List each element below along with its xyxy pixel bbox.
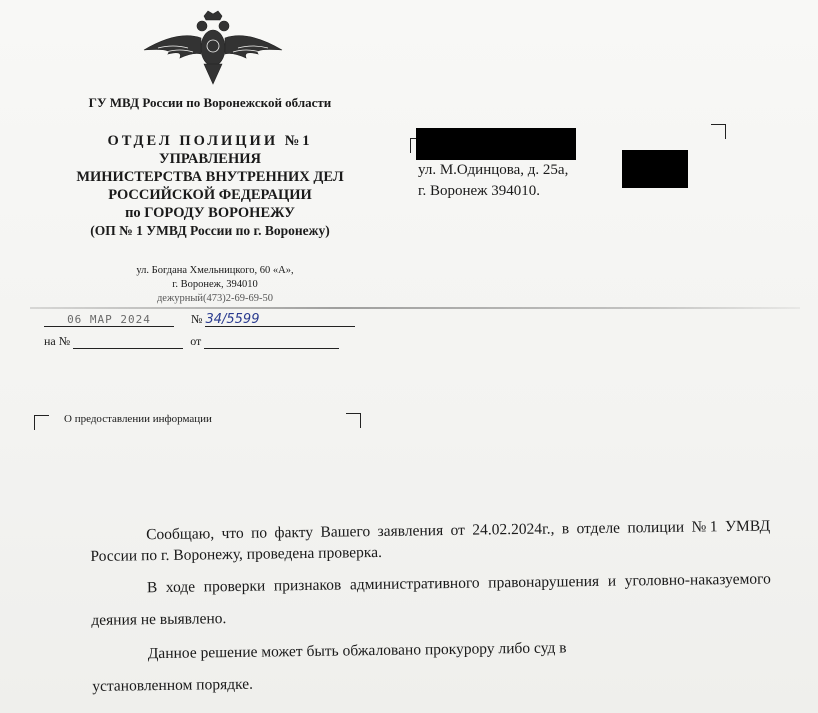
org-line: МИНИСТЕРСТВА ВНУТРЕННИХ ДЕЛ: [76, 169, 344, 185]
from-field: [204, 334, 339, 349]
body-paragraph: [92, 629, 773, 702]
org-address: [90, 264, 340, 306]
org-line: РОССИЙСКОЙ ФЕДЕРАЦИИ: [108, 187, 312, 203]
org-parent-name: ГУ МВД России по Воронежской области: [88, 95, 332, 110]
org-line: по ГОРОДУ ВОРОНЕЖУ: [125, 205, 295, 221]
body-paragraph: В ходе проверки признаков административного правонарушения и уголовно-наказуемого деяния не выявлено.: [91, 570, 771, 629]
reference-lines: [44, 312, 364, 352]
on-number-label: на №: [44, 334, 71, 348]
corner-mark: [711, 124, 726, 139]
subject-block: [34, 405, 364, 435]
subject-text: О предоставлении информации: [64, 413, 212, 425]
redacted-apartment: [622, 150, 688, 188]
org-line: УПРАВЛЕНИЯ: [158, 151, 262, 167]
date-stamp: 06 МАР 2024: [67, 313, 151, 326]
org-line: (ОП № 1 УМВД России по г. Воронежу): [90, 223, 330, 238]
org-line: ОТДЕЛ ПОЛИЦИИ №1: [107, 133, 313, 149]
address-line: дежурный(473)2-69-69-50: [156, 293, 274, 304]
org-name-block: [40, 132, 380, 240]
on-number-field: [73, 334, 183, 349]
number-label: №: [191, 312, 203, 326]
from-label: от: [190, 334, 202, 348]
address-line: ул. Богдана Хмельницкого, 60 «А»,: [136, 265, 294, 276]
date-field: [44, 312, 174, 327]
number-value: 34/5599: [205, 312, 260, 327]
address-line: г. Воронеж, 394010: [172, 279, 258, 290]
corner-mark: [34, 415, 49, 430]
recipient-block: [410, 124, 750, 214]
recipient-city: г. Воронеж 394010.: [418, 183, 541, 199]
recipient-street: ул. М.Одинцова, д. 25а,: [418, 162, 569, 178]
body-line: установленном порядке.: [92, 675, 254, 695]
number-field: [205, 312, 355, 327]
body-line: Данное решение может быть обжаловано прокурору либо суд в: [147, 639, 567, 663]
body-paragraph: Сообщаю, что по факту Вашего заявления от 24.02.2024г., в отделе полиции №1 УМВД России по г. Воронежу, проведена проверка.: [90, 517, 771, 565]
paper-fold-line: [30, 307, 800, 309]
redacted-name: [416, 128, 576, 160]
letter-body: [90, 516, 772, 703]
mvd-eagle-emblem-icon: [138, 10, 288, 90]
corner-mark: [346, 413, 361, 428]
